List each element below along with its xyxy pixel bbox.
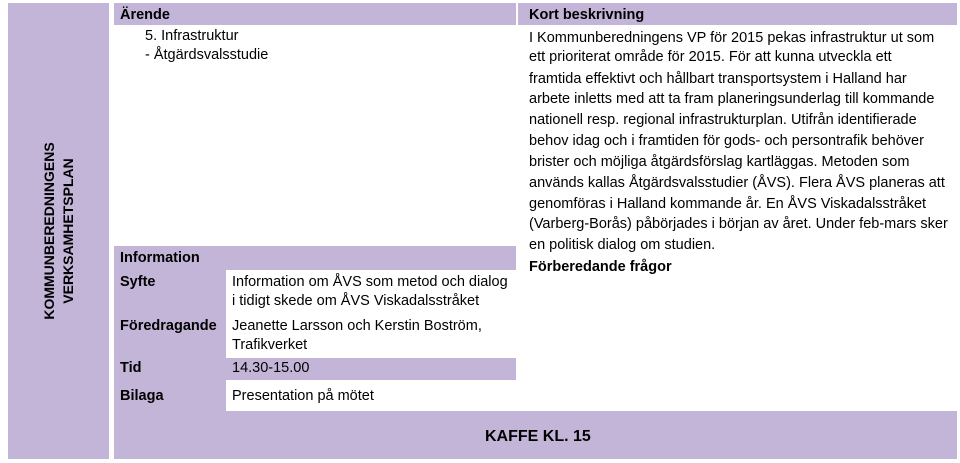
arende-header-cell [114,3,516,25]
bilaga-label: Bilaga [120,388,164,404]
side-label-line1: KOMMUNBEREDNINGENS [40,142,57,320]
kort-line: brister och möjliga åtgärdsförslag kartläggas. Metoden som [529,154,910,170]
syfte-value-line: Information om ÅVS som metod och dialog [232,274,508,290]
kort-line: I Kommunberedningens VP för 2015 pekas infrastruktur ut som [529,30,935,46]
arende-heading: Ärende [120,7,170,23]
arende-item: 5. Infrastruktur [145,28,239,44]
kort-line: genomföras i Halland kommande år. En ÅVS Viskadalsstråket [529,196,927,212]
kort-line: nationell resp. regional infrastrukturplan. Utifrån identifierade [529,112,917,128]
information-heading: Information [120,250,200,266]
syfte-value-line: i tidigt skede om ÅVS Viskadalsstråket [232,293,480,309]
kort-line: framtida effektivt och hållbart transportsystem i Halland har [529,71,907,87]
arende-subitem: - Åtgärdsvalsstudie [145,47,269,63]
foredragande-value-line: Jeanette Larsson och Kerstin Boström, [232,318,482,334]
side-label-line2: VERKSAMHETSPLAN [59,158,76,304]
foredragande-value-line: Trafikverket [232,337,308,353]
bilaga-value: Presentation på mötet [232,388,374,404]
syfte-label: Syfte [120,274,156,290]
kort-line: en politisk dialog om studien. [529,237,716,253]
foredragande-label: Föredragande [120,318,217,334]
kort-line: (Varberg-Borås) påbörjades i början av året. Under feb-mars sker [529,216,948,232]
kort-line: behov idag och i framtiden för gods- och persontrafik behöver [529,133,924,149]
prep-questions-heading: Förberedande frågor [529,259,672,275]
tid-value: 14.30-15.00 [232,360,310,376]
kaffe-text: KAFFE KL. 15 [485,428,591,445]
side-band [8,3,109,459]
kort-heading: Kort beskrivning [529,7,645,23]
tid-label: Tid [120,360,142,376]
kort-line: används kallas Åtgärdsvalsstudier (ÅVS). Flera ÅVS planeras att [529,175,945,191]
kort-line: arbete inletts med att ta fram planeringsunderlag till kommande [529,91,935,107]
kort-line: ett prioriterat område för 2015. För att kunna utveckla ett [529,49,892,65]
side-label [40,142,78,319]
